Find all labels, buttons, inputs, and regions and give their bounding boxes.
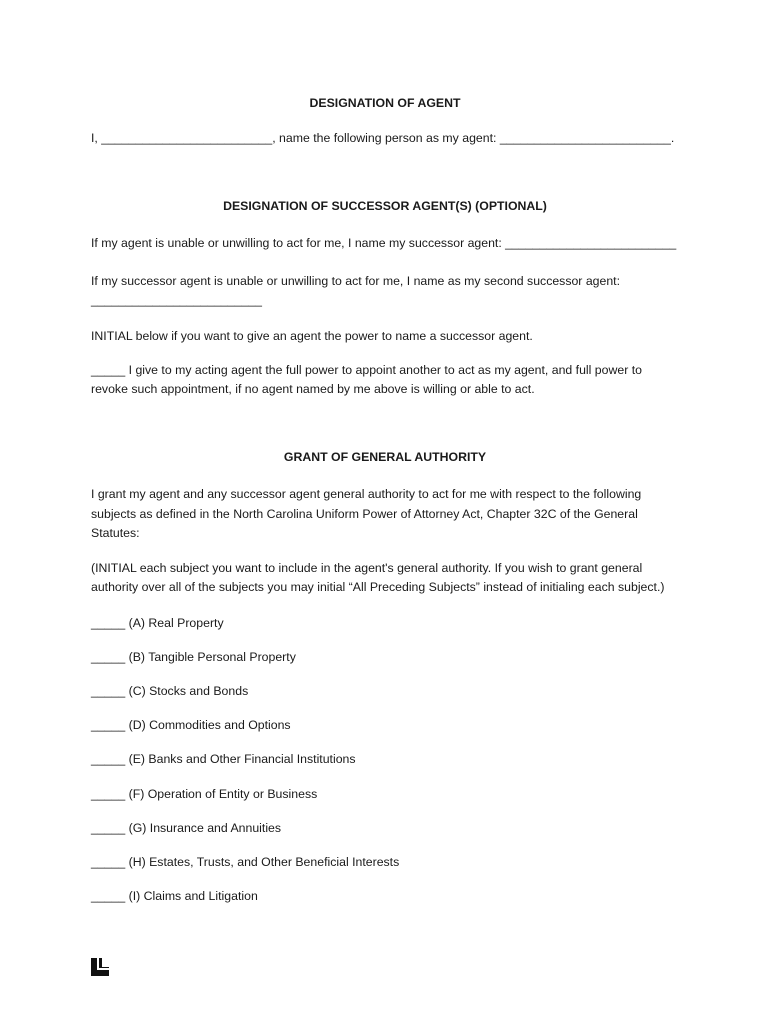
designation-of-agent-heading: DESIGNATION OF AGENT	[309, 96, 461, 110]
agent-designation-line: I, _________________________, name the following person as my agent: _________________________.	[91, 131, 675, 145]
general-authority-instruction-2: authority over all of the subjects you may initial “All Preceding Subjects” instead of initialing each subject.)	[91, 580, 665, 594]
general-authority-intro-2: subjects as defined in the North Carolina Uniform Power of Attorney Act, Chapter 32C of the General	[91, 507, 638, 521]
subject-item: _____ (A) Real Property	[91, 616, 224, 630]
successor-agent-line: If my agent is unable or unwilling to act for me, I name my successor agent: _________________________	[91, 236, 677, 250]
general-authority-intro-1: I grant my agent and any successor agent general authority to act for me with respect to the following	[91, 487, 642, 501]
subject-item: _____ (I) Claims and Litigation	[91, 889, 258, 903]
successor-agents-heading: DESIGNATION OF SUCCESSOR AGENT(S) (OPTIONAL)	[223, 199, 547, 213]
subject-item: _____ (E) Banks and Other Financial Institutions	[91, 752, 356, 766]
document-logo-icon	[91, 958, 109, 976]
subject-item: _____ (H) Estates, Trusts, and Other Beneficial Interests	[91, 855, 400, 869]
general-authority-instruction-1: (INITIAL each subject you want to include in the agent's general authority. If you wish to grant general	[91, 561, 643, 575]
appoint-power-line-1: _____ I give to my acting agent the full power to appoint another to act as my agent, and full power to	[91, 363, 642, 377]
subject-item: _____ (G) Insurance and Annuities	[91, 821, 282, 835]
subject-item: _____ (C) Stocks and Bonds	[91, 684, 249, 698]
subject-item: _____ (B) Tangible Personal Property	[91, 650, 296, 664]
subject-item: _____ (D) Commodities and Options	[91, 718, 291, 732]
appoint-power-line-2: revoke such appointment, if no agent named by me above is willing or able to act.	[91, 382, 535, 396]
subject-item: _____ (F) Operation of Entity or Business	[91, 787, 318, 801]
general-authority-heading: GRANT OF GENERAL AUTHORITY	[283, 450, 487, 464]
second-successor-line-2: _________________________	[91, 293, 262, 307]
general-authority-intro-3: Statutes:	[91, 526, 140, 540]
second-successor-line-1: If my successor agent is unable or unwilling to act for me, I name as my second successor agent:	[91, 274, 621, 288]
initial-note: INITIAL below if you want to give an agent the power to name a successor agent.	[91, 329, 533, 343]
